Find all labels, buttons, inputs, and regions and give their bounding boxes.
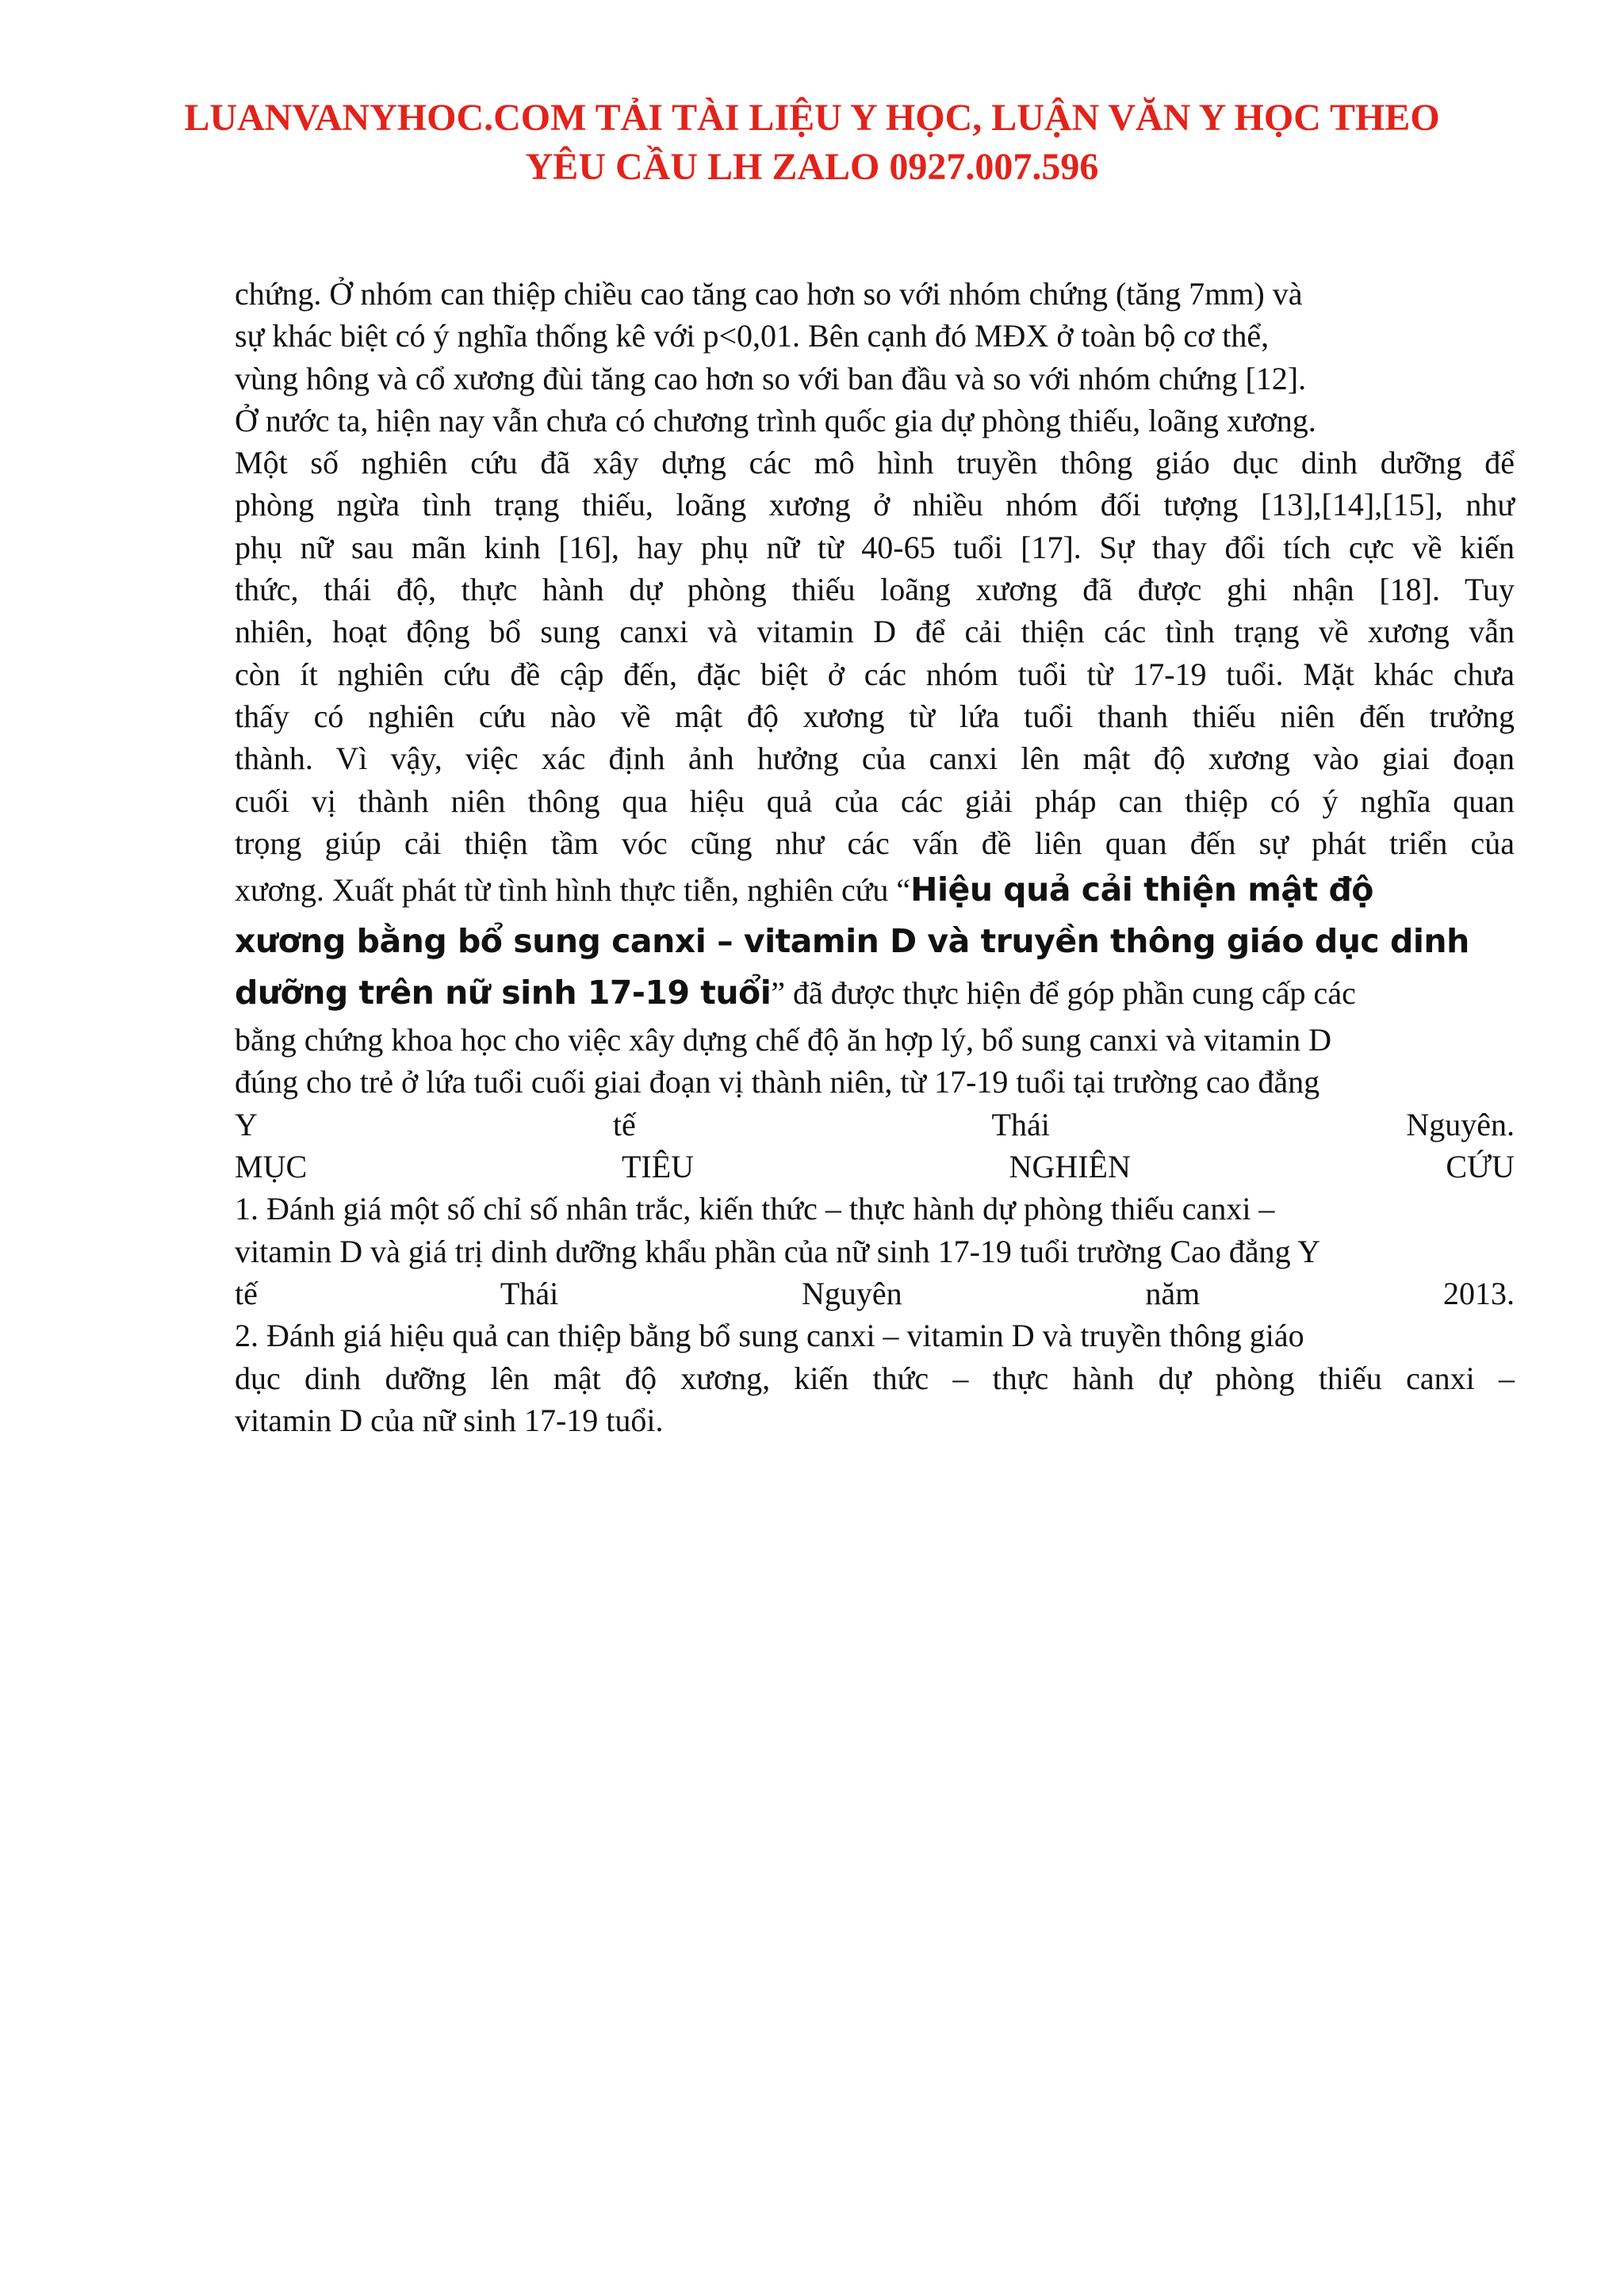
objective-1-line: tế Thái Nguyên năm 2013. bbox=[235, 1275, 1515, 1311]
body-line: vùng hông và cổ xương đùi tăng cao hơn so với ban đầu và so với nhóm chứng [12]. bbox=[235, 360, 1307, 396]
body-line: sự khác biệt có ý nghĩa thống kê với p<0,01. Bên cạnh đó MĐX ở toàn bộ cơ thể, bbox=[235, 318, 1270, 354]
header-line-1: LUANVANYHOC.COM TẢI TÀI LIỆU Y HỌC, LUẬN VĂN Y HỌC THEO bbox=[184, 97, 1440, 139]
body-line: thức, thái độ, thực hành dự phòng thiếu loãng xương đã được ghi nhận [18]. Tuy bbox=[235, 572, 1515, 608]
study-title-part-1: Hiệu quả cải thiện mật độ bbox=[910, 871, 1373, 909]
objective-2-line: 2. Đánh giá hiệu quả can thiệp bằng bổ sung canxi – vitamin D và truyền thông giáo bbox=[235, 1318, 1304, 1354]
body-line: cuối vị thành niên thông qua hiệu quả của các giải pháp can thiệp có ý nghĩa quan bbox=[235, 783, 1515, 819]
objective-2-line: dục dinh dưỡng lên mật độ xương, kiến thức – thực hành dự phòng thiếu canxi – bbox=[235, 1360, 1515, 1396]
document-body bbox=[235, 273, 1515, 1441]
body-text: xương. Xuất phát từ tình hình thực tiễn, nghiên cứu “ bbox=[235, 872, 911, 909]
body-line: Một số nghiên cứu đã xây dựng các mô hình truyền thông giáo dục dinh dưỡng để bbox=[235, 445, 1515, 481]
body-line: phòng ngừa tình trạng thiếu, loãng xương ở nhiều nhóm đối tượng [13],[14],[15], như bbox=[235, 487, 1515, 523]
body-line: đúng cho trẻ ở lứa tuổi cuối giai đoạn vị thành niên, từ 17-19 tuổi tại trường cao đẳng bbox=[235, 1064, 1320, 1100]
body-line-title-middle bbox=[235, 916, 1515, 967]
body-line: thành. Vì vậy, việc xác định ảnh hưởng của canxi lên mật độ xương vào giai đoạn bbox=[235, 740, 1515, 777]
body-line-title-end bbox=[235, 967, 1515, 1019]
objective-1-line: vitamin D và giá trị dinh dưỡng khẩu phần của nữ sinh 17-19 tuổi trường Cao đẳng Y bbox=[235, 1233, 1320, 1269]
objective-2-line: vitamin D của nữ sinh 17-19 tuổi. bbox=[235, 1402, 664, 1438]
study-title-part-3: dưỡng trên nữ sinh 17-19 tuổi bbox=[235, 974, 772, 1012]
body-line: Ở nước ta, hiện nay vẫn chưa có chương trình quốc gia dự phòng thiếu, loãng xương. bbox=[235, 402, 1316, 438]
body-line: bằng chứng khoa học cho việc xây dựng chế độ ăn hợp lý, bổ sung canxi và vitamin D bbox=[235, 1022, 1332, 1058]
body-line: chứng. Ở nhóm can thiệp chiều cao tăng cao hơn so với nhóm chứng (tăng 7mm) và bbox=[235, 276, 1303, 312]
body-line-title-start bbox=[235, 864, 1515, 916]
body-line: nhiên, hoạt động bổ sung canxi và vitamin D để cải thiện các tình trạng về xương vẫn bbox=[235, 614, 1515, 650]
body-line: phụ nữ sau mãn kinh [16], hay phụ nữ từ 40-65 tuổi [17]. Sự thay đổi tích cực về kiến bbox=[235, 529, 1515, 565]
objectives-heading: MỤC TIÊU NGHIÊN CỨU bbox=[235, 1149, 1515, 1185]
body-line: trọng giúp cải thiện tầm vóc cũng như các vấn đề liên quan đến sự phát triển của bbox=[235, 825, 1515, 861]
body-text: ” đã được thực hiện để góp phần cung cấp các bbox=[771, 975, 1356, 1012]
page-header-banner bbox=[174, 94, 1450, 192]
body-line: Y tế Thái Nguyên. bbox=[235, 1106, 1515, 1142]
header-line-2: YÊU CẦU LH ZALO 0927.007.596 bbox=[525, 146, 1099, 188]
body-line: còn ít nghiên cứu đề cập đến, đặc biệt ở các nhóm tuổi từ 17-19 tuổi. Mặt khác chưa bbox=[235, 656, 1515, 692]
study-title-part-2: xương bằng bổ sung canxi – vitamin D và truyền thông giáo dục dinh bbox=[235, 922, 1469, 961]
body-line: thấy có nghiên cứu nào về mật độ xương từ lứa tuổi thanh thiếu niên đến trưởng bbox=[235, 698, 1515, 734]
objective-1-line: 1. Đánh giá một số chỉ số nhân trắc, kiến thức – thực hành dự phòng thiếu canxi – bbox=[235, 1191, 1275, 1227]
